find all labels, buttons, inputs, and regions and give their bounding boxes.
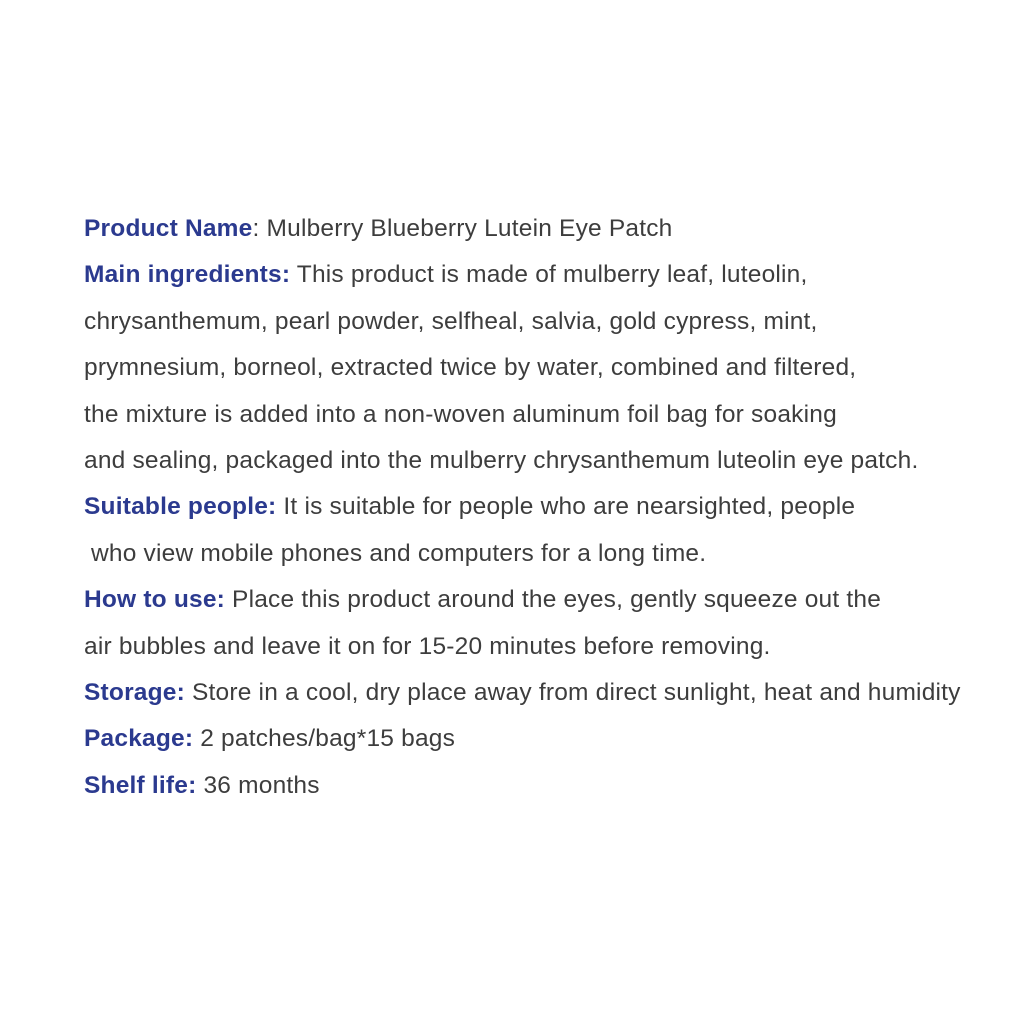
text-line-package: [84, 716, 1004, 762]
field-value: Place this product around the eyes, gently squeeze out the: [225, 586, 882, 614]
text-line-main-ingredients: [84, 252, 1004, 298]
field-value: prymnesium, borneol, extracted twice by water, combined and filtered,: [84, 354, 857, 382]
product-description-text-block: [84, 206, 1004, 809]
field-value: and sealing, packaged into the mulberry chrysanthemum luteolin eye patch.: [84, 447, 919, 475]
text-line-storage: [84, 670, 1004, 716]
field-value: 36 months: [196, 771, 320, 799]
field-value: chrysanthemum, pearl powder, selfheal, salvia, gold cypress, mint,: [84, 307, 818, 335]
field-label: Storage:: [84, 679, 185, 707]
field-label: Suitable people:: [84, 493, 277, 521]
field-label: How to use:: [84, 586, 226, 614]
field-label: Shelf life:: [84, 771, 197, 799]
text-line-product-name: [84, 206, 1004, 252]
text-line-how-to-use: [84, 577, 1004, 623]
field-label: Package:: [84, 725, 194, 753]
text-line: [84, 531, 1004, 577]
field-value: Store in a cool, dry place away from direct sunlight, heat and humidity: [184, 679, 961, 707]
field-label: Product Name: [84, 215, 253, 242]
field-value: who view mobile phones and computers for a long time.: [84, 539, 707, 567]
text-line-suitable-people: [84, 484, 1004, 530]
field-value: air bubbles and leave it on for 15-20 minutes before removing.: [84, 632, 771, 660]
field-value: 2 patches/bag*15 bags: [193, 725, 456, 753]
text-line: [84, 438, 1004, 484]
text-line: [84, 624, 1004, 670]
field-value: the mixture is added into a non-woven aluminum foil bag for soaking: [84, 400, 837, 428]
text-line: [84, 299, 1004, 345]
field-label: Main ingredients:: [84, 261, 291, 289]
text-line: [84, 345, 1004, 391]
field-value: This product is made of mulberry leaf, luteolin,: [290, 261, 808, 289]
field-value: : Mulberry Blueberry Lutein Eye Patch: [252, 215, 673, 242]
text-line: [84, 392, 1004, 438]
field-value: It is suitable for people who are nearsighted, people: [276, 493, 856, 521]
text-line-shelf-life: [84, 763, 1004, 809]
